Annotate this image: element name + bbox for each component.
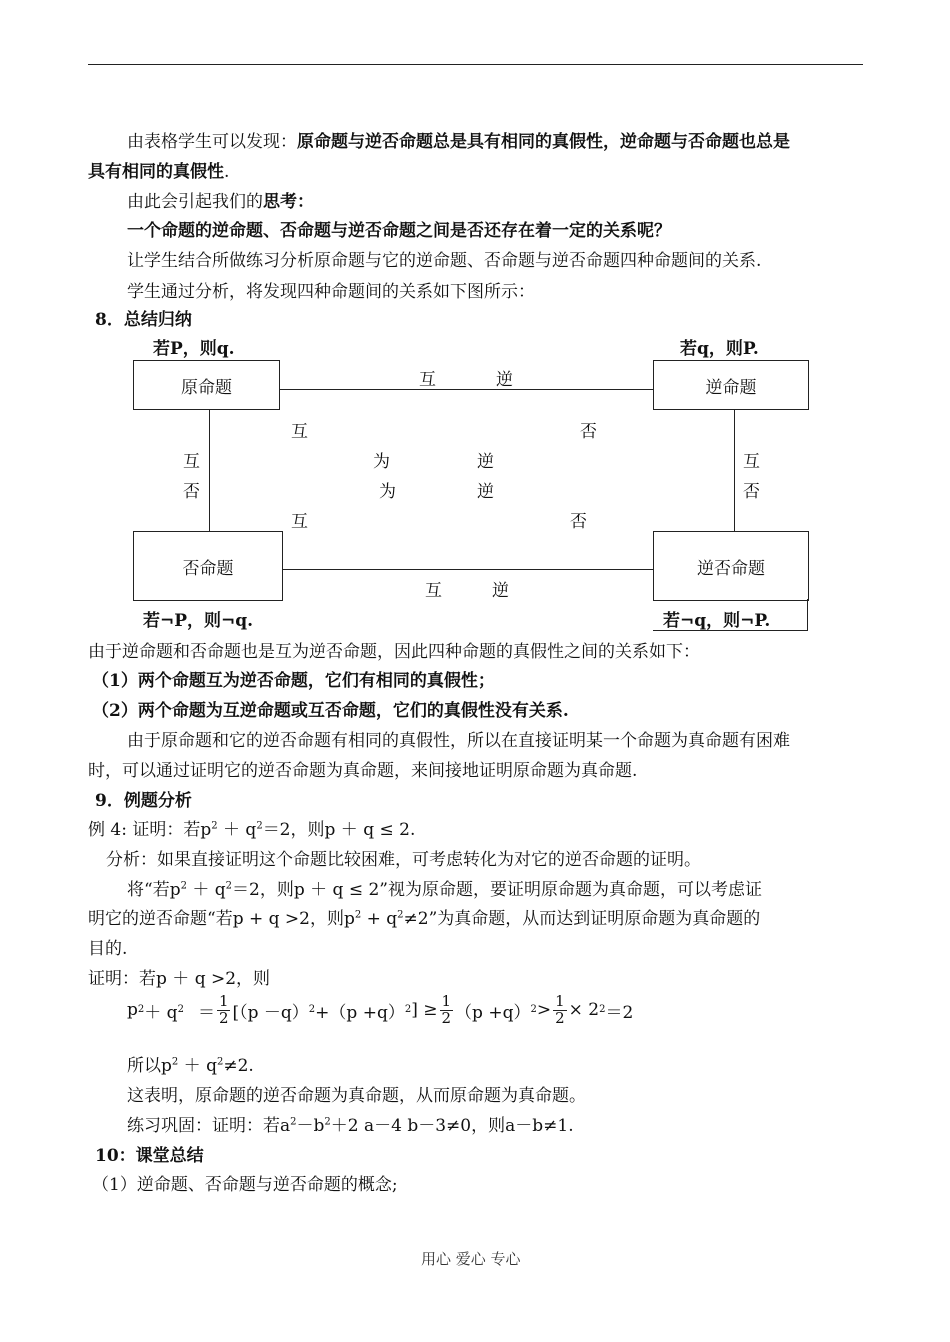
diag-ni-1: 逆: [477, 452, 494, 472]
label-bottom-right: 若¬q，则¬P.: [663, 611, 771, 631]
top-mid-ni: 逆: [496, 370, 513, 390]
frac3-num: 1: [555, 992, 565, 1010]
fraction-half-1: [217, 994, 231, 1027]
para1-post: .: [224, 162, 230, 182]
frac3-den: 2: [555, 1008, 565, 1027]
para2-text: 由此会引起我们的: [127, 192, 263, 212]
para7-line1: [127, 875, 762, 900]
para1-text: 由表格学生可以发现：: [127, 132, 297, 152]
diag-fou-1: 否: [580, 422, 597, 442]
section-9-heading: 9．例题分析: [95, 791, 192, 811]
f-mid1: [（p －q）: [232, 1002, 309, 1023]
frac2-den: 2: [441, 1008, 452, 1027]
para7-line2: [88, 904, 760, 929]
box-inverse: 否命题: [133, 531, 283, 601]
p7-l1a: 将“若p: [127, 880, 181, 900]
para3: 让学生结合所做练习分析原命题与它的逆命题、否命题与逆否命题四种命题间的关系.: [127, 251, 762, 271]
c1-pre: 所以p: [127, 1056, 172, 1076]
section-10-heading: 10：课堂总结: [95, 1146, 204, 1166]
p7-l2a: 明它的逆否命题“若p + q >2，则p: [88, 909, 355, 929]
p7-l2-sup1: 2: [354, 909, 362, 921]
f-mid7: ＝2: [605, 1002, 634, 1023]
bottom-mid-hu: 互: [425, 581, 442, 601]
box-original: 原命题: [133, 360, 280, 410]
p7-l1b: ＋ q: [186, 880, 226, 900]
diag-wei-1: 为: [373, 452, 390, 472]
diag-hu-1: 互: [291, 422, 308, 442]
para5: 由于逆命题和否命题也是互为逆否命题，因此四种命题的真假性之间的关系如下：: [88, 642, 700, 662]
header-rule: [88, 64, 863, 65]
pr-pre: 练习巩固：证明：若a: [127, 1116, 291, 1136]
f-lhs-a: p: [127, 1000, 138, 1021]
c1-sup2: 2: [216, 1056, 224, 1068]
rule-2: （2）两个命题为互逆命题或互否命题，它们的真假性没有关系.: [92, 701, 569, 721]
practice: [127, 1111, 574, 1136]
para6-line1: 由于原命题和它的逆否命题有相同的真假性，所以在直接证明某一个命题为真命题有困难: [127, 731, 790, 751]
section-8-heading: 8．总结归纳: [95, 310, 192, 330]
f-eq: ＝: [197, 1002, 215, 1023]
analysis: 分析：如果直接证明这个命题比较困难，可考虑转化为对它的逆否命题的证明。: [106, 850, 701, 870]
ex4-pre: 例 4: 证明：若p: [88, 820, 212, 840]
c1-post: ≠2.: [223, 1056, 254, 1076]
para4: 学生通过分析，将发现四种命题间的关系如下图所示：: [127, 282, 535, 302]
box-contrapositive: 逆否命题: [653, 531, 809, 601]
p7-l2-sup2: 2: [397, 909, 404, 921]
footer-text: 用心 爱心 专心: [421, 1250, 521, 1268]
pr-sup2: 2: [324, 1116, 331, 1128]
conclusion-2: 这表明，原命题的逆否命题为真命题，从而原命题为真命题。: [127, 1086, 586, 1106]
right-connector: [734, 410, 735, 531]
f-mid2: +（p +q）: [315, 1002, 405, 1023]
question: 一个命题的逆命题、否命题与逆否命题之间是否还存在着一定的关系呢？: [127, 221, 671, 241]
bottom-mid-ni: 逆: [492, 581, 509, 601]
label-bottom-left: 若¬P，则¬q.: [143, 611, 254, 631]
proof-formula: p 2 ＋ q 2 ＝ $\frac{1}{2}$ [（p －q） 2 +（p +q） 2 ] ≥ $\frac{1}{2}$ （p +q） 2 > $\frac{1}{2}$ × 2 2 ＝2: [127, 992, 634, 1027]
frac2-num: 1: [441, 992, 452, 1010]
c1-mid: ＋ q: [178, 1056, 217, 1076]
diag-wei-2: 为: [379, 482, 396, 502]
box-converse: 逆命题: [653, 360, 809, 410]
ex4-sup1: 2: [211, 820, 218, 832]
top-mid-hu: 互: [419, 370, 436, 390]
f-lhs-b: ＋ q: [144, 1002, 178, 1023]
ex4-post: ＝2，则p ＋ q ≤ 2.: [262, 820, 416, 840]
para2: [127, 187, 314, 212]
f-mid4: （p +q）: [455, 1002, 531, 1023]
ex4-mid1: ＋ q: [217, 820, 257, 840]
p7-l2c: ≠2”为真命题，从而达到证明原命题为真命题的: [403, 909, 761, 929]
fraction-half-3: [553, 994, 567, 1027]
left-fou: 否: [183, 482, 200, 502]
para1-line1: [127, 127, 790, 152]
summary-1: （1）逆命题、否命题与逆否命题的概念;: [92, 1175, 398, 1195]
f-mid3: ] ≥: [411, 1000, 438, 1021]
label-top-left: 若P，则q.: [153, 339, 235, 359]
fraction-half-2: [440, 994, 454, 1027]
para2-bold: 思考：: [263, 192, 314, 212]
pr-sup1: 2: [290, 1116, 297, 1128]
label-br-rightline: [807, 599, 808, 630]
f-mid5: >: [536, 1000, 552, 1021]
rule-1: （1）两个命题互为逆否命题，它们有相同的真假性；: [92, 671, 495, 691]
pr-mid1: －b: [296, 1116, 325, 1136]
pr-post: ＋2 a－4 b－3≠0，则a－b≠1.: [330, 1116, 574, 1136]
p7-l1c: ＝2，则p ＋ q ≤ 2”视为原命题，要证明原命题为真命题，可以考虑证: [232, 880, 762, 900]
bottom-connector: [282, 569, 653, 570]
top-connector: [279, 389, 653, 390]
frac1-num: 1: [218, 992, 229, 1010]
example-4: [88, 815, 415, 840]
diag-fou-2: 否: [570, 512, 587, 532]
right-hu: 互: [743, 452, 760, 472]
c1-sup1: 2: [171, 1056, 179, 1068]
p7-l1-sup1: 2: [180, 880, 187, 892]
para1-bold-2: 具有相同的真假性: [88, 162, 224, 182]
para1-line2: [88, 157, 229, 182]
p7-l2b: + q: [361, 909, 398, 929]
para7-line3: 目的.: [88, 939, 128, 959]
proof-intro: 证明：若p ＋ q >2，则: [88, 969, 271, 989]
diag-ni-2: 逆: [477, 482, 494, 502]
diag-hu-2: 互: [291, 512, 308, 532]
f-mid6: × 2: [568, 1000, 600, 1021]
frac1-den: 2: [218, 1008, 229, 1027]
para6-line2: 时，可以通过证明它的逆否命题为真命题，来间接地证明原命题为真命题.: [88, 761, 638, 781]
label-top-right: 若q，则P.: [680, 339, 759, 359]
left-hu: 互: [183, 452, 200, 472]
left-connector: [209, 410, 210, 531]
p7-l1-sup2: 2: [225, 880, 233, 892]
ex4-sup2: 2: [256, 820, 263, 832]
right-fou: 否: [743, 482, 760, 502]
para1-bold: 原命题与逆否命题总是具有相同的真假性，逆命题与否命题也总是: [297, 132, 790, 152]
conclusion-1: [127, 1051, 254, 1076]
